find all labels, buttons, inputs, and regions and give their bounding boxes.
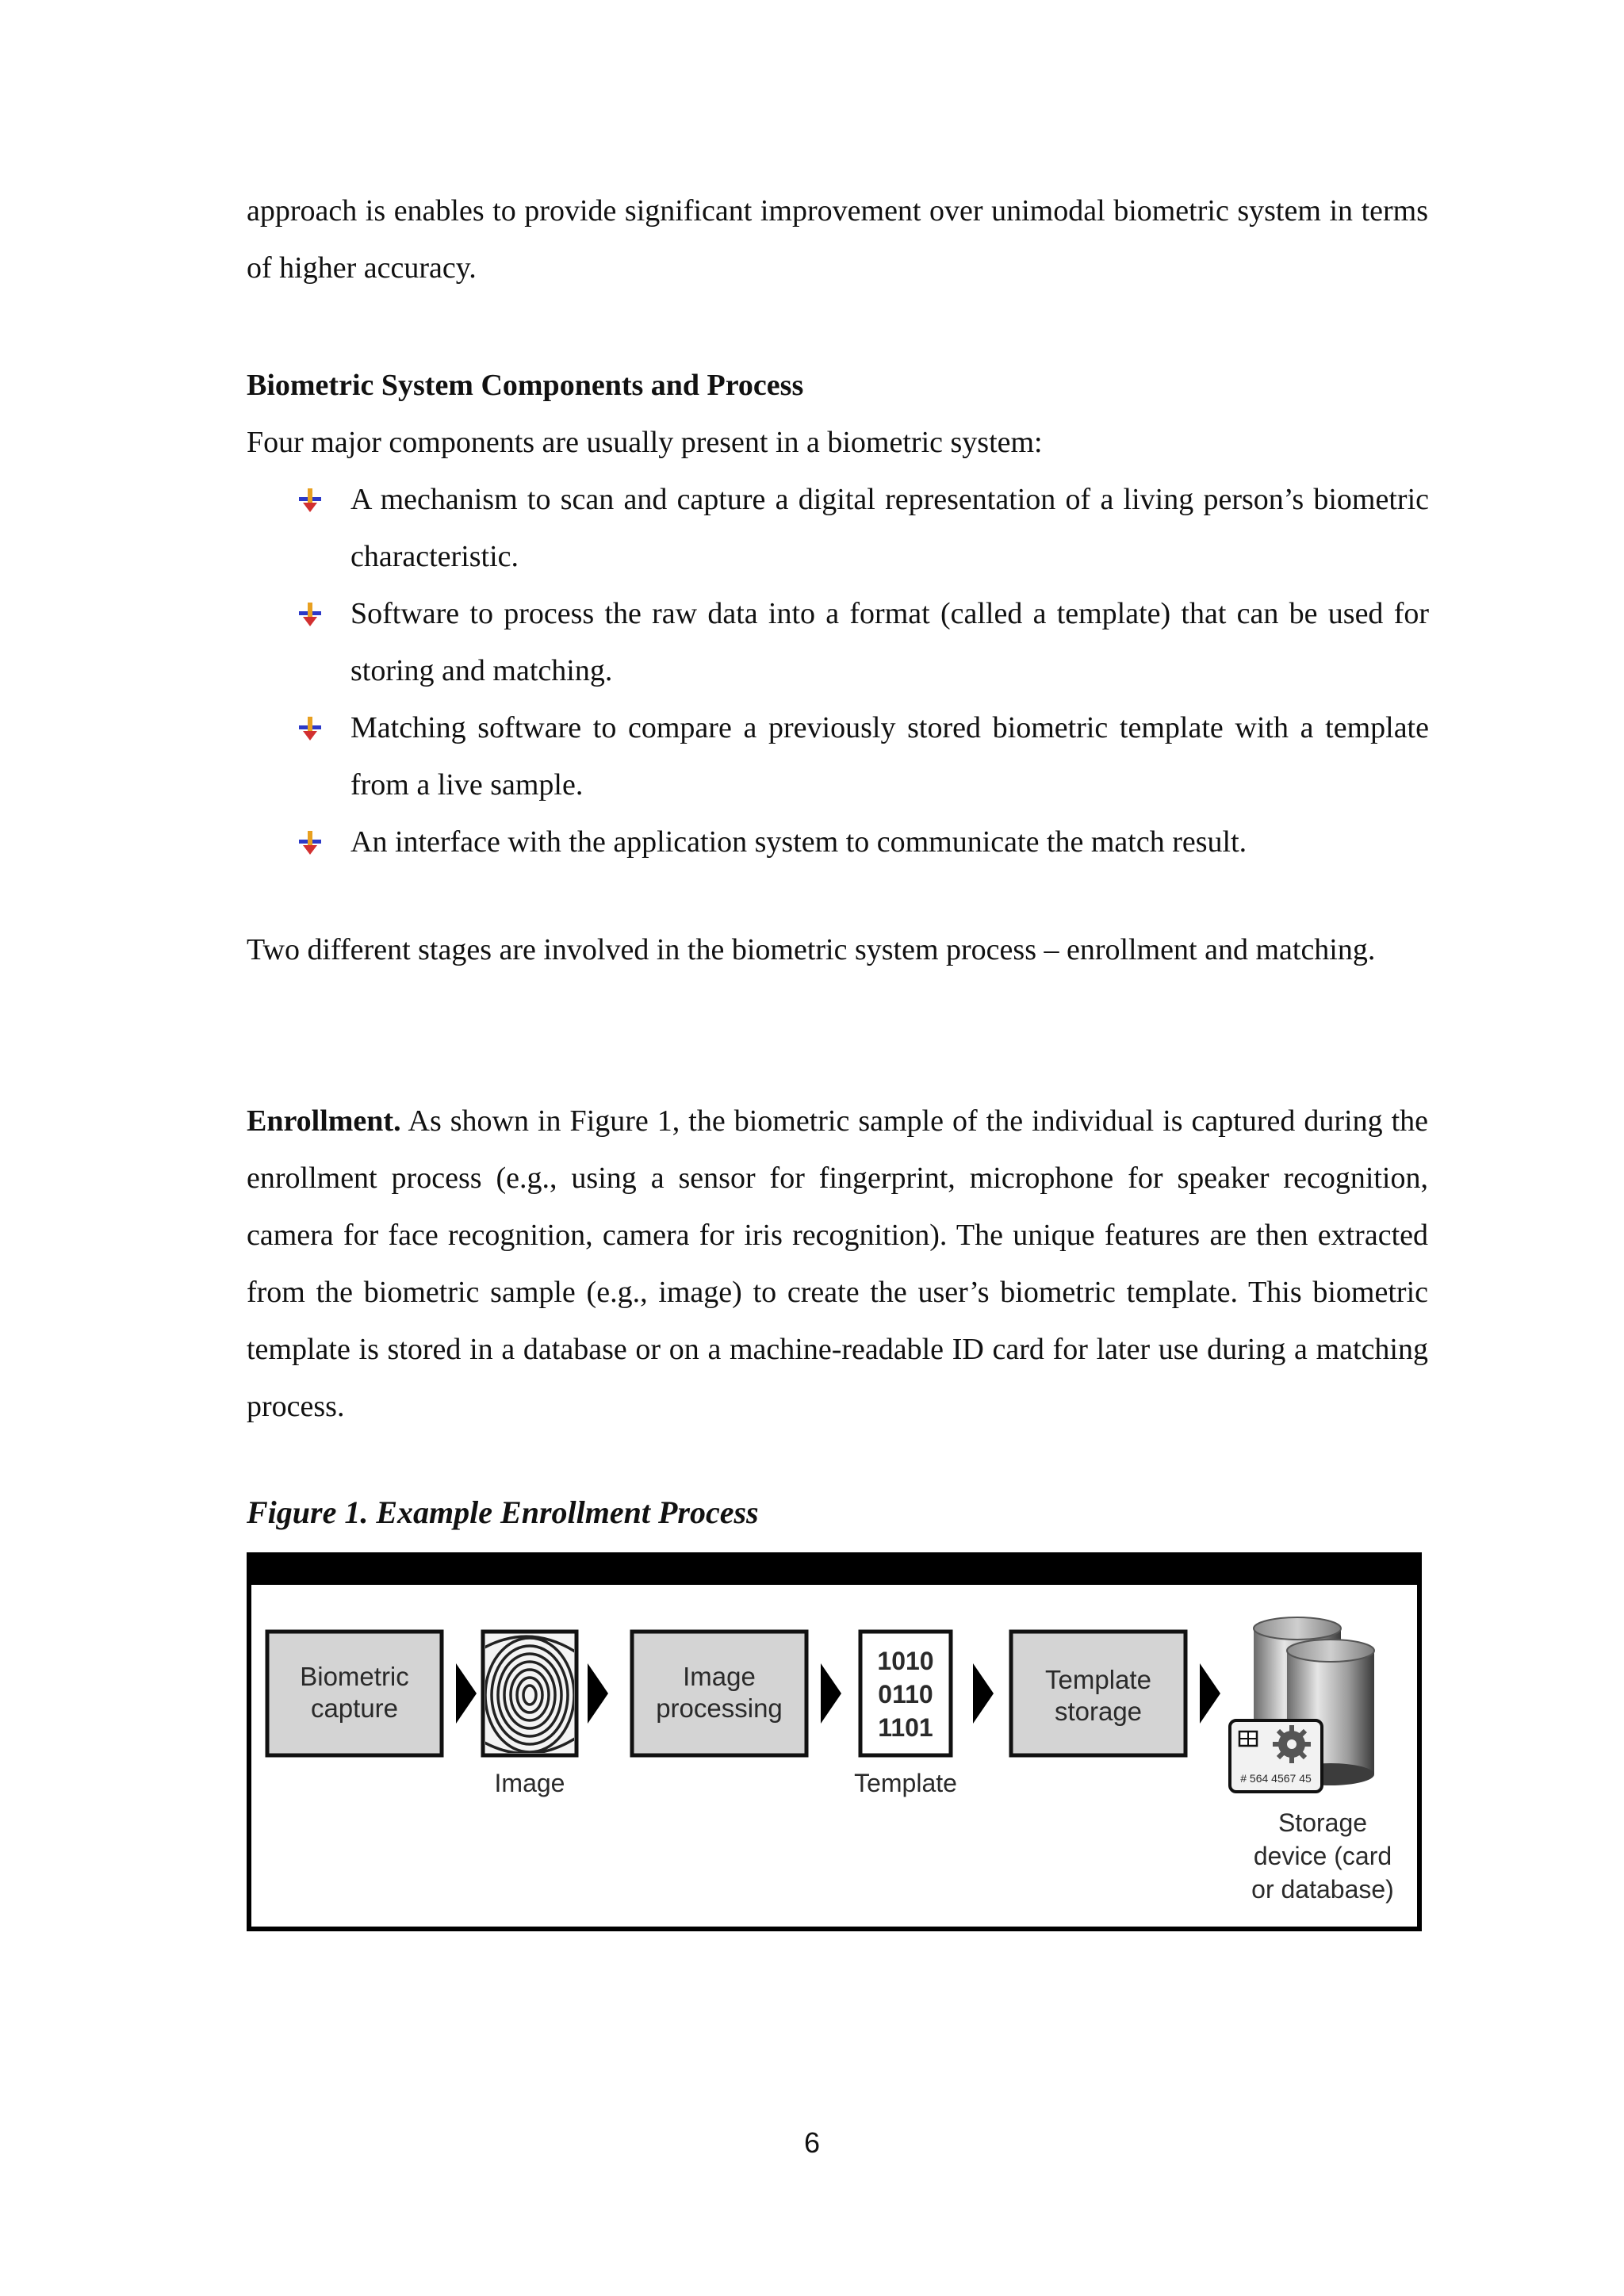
fingerprint-image <box>483 1632 576 1755</box>
enrollment-text: As shown in Figure 1, the biometric sample of the individual is captured during the enrollment process (e.g., using a sensor for fingerprint, microphone for speaker recognition, camera for face recognition, camera for iris recognition). The unique features are then extracted from the biometric sample (e.g., image) to create the user’s biometric template. This biometric template is stored in a database or on a machine-readable ID card for later use during a matching process. <box>247 1104 1429 1423</box>
components-list <box>297 471 1429 871</box>
image-label: Image <box>494 1769 565 1797</box>
storage-label: Storage <box>1277 1808 1368 1837</box>
list-item-text: A mechanism to scan and capture a digital representation of a living person’s biometric characteristic. <box>350 483 1429 573</box>
list-item <box>297 585 1429 699</box>
template-bits: 0110 <box>878 1680 933 1709</box>
box-label: capture <box>310 1693 399 1723</box>
template-bits: 1010 <box>877 1647 934 1675</box>
card-number: # 564 4567 45 <box>1240 1772 1312 1785</box>
list-item-text: An interface with the application system to communicate the match result. <box>350 825 1247 859</box>
enrollment-process-figure <box>247 1552 1422 1931</box>
storage-label: or database) <box>1251 1875 1394 1904</box>
list-item-text: Matching software to compare a previously stored biometric template with a template from a live sample. <box>350 711 1429 802</box>
figure-caption: Figure 1. Example Enrollment Process <box>247 1494 759 1530</box>
arrow-down-bullet-icon <box>297 487 324 514</box>
components-lead: Four major components are usually present in a biometric system: <box>247 426 1043 459</box>
enrollment-paragraph <box>247 1093 1428 1435</box>
intro-paragraph: approach is enables to provide significant improvement over unimodal biometric system in terms of higher accuracy. <box>247 194 1428 285</box>
list-item-text: Software to process the raw data into a format (called a template) that can be used for storing and matching. <box>350 597 1429 687</box>
figure-top-bar <box>249 1555 1419 1585</box>
box-label: processing <box>656 1693 783 1723</box>
box-label: Template <box>1045 1665 1151 1694</box>
list-item <box>297 813 1429 871</box>
stages-paragraph: Two different stages are involved in the biometric system process – enrollment and matching. <box>247 933 1376 966</box>
list-item <box>297 471 1429 585</box>
list-item <box>297 699 1429 813</box>
box-label: storage <box>1054 1697 1143 1726</box>
storage-label: device (card <box>1253 1842 1392 1870</box>
section-heading: Biometric System Components and Process <box>247 369 804 402</box>
template-bits: 1101 <box>878 1713 933 1742</box>
arrow-down-bullet-icon <box>297 715 324 742</box>
arrow-down-bullet-icon <box>297 829 324 856</box>
page-number: 6 <box>803 2126 821 2159</box>
enrollment-lead: Enrollment. <box>247 1104 401 1138</box>
arrow-down-bullet-icon <box>297 601 324 628</box>
template-label: Template <box>854 1769 957 1797</box>
box-label: Image <box>683 1662 756 1691</box>
box-label: Biometric <box>300 1662 409 1691</box>
